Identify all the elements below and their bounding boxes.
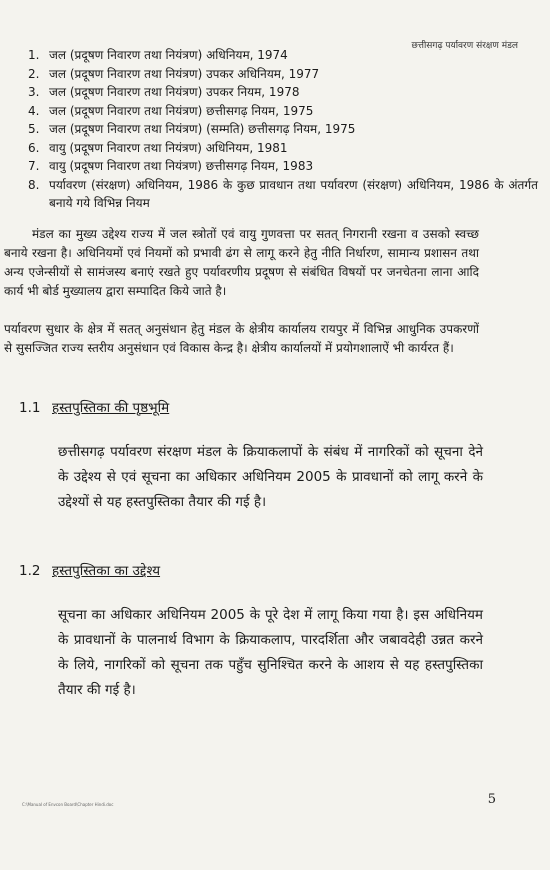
list-item: 4. जल (प्रदूषण निवारण तथा नियंत्रण) छत्तीसगढ़ नियम, 1975 (28, 103, 314, 118)
running-header: छत्तीसगढ़ पर्यावरण संरक्षण मंडल (411, 41, 518, 51)
objective-paragraph: मंडल का मुख्य उद्देश्य राज्य में जल स्त्रोतों एवं वायु गुणवत्ता पर सतत् निगरानी रखना व उसको स्वच्छ बनाये रखना है। अधिनियमों एवं नियमों को प्रभावी ढंग से लागू करने हेतु नीति निर्धारण, सामान्य प्रशासन तथा अन्य एजेन्सीयों से सामंजस्य बनाएं रखते हुए पर्यावरणीय प्रदूषण से संबंधित विषयों पर जनचेतना लाना आदि कार्य भी बोर्ड मुख्यालय द्वारा सम्पादित किये जाते है। (4, 227, 479, 298)
section-number: 1.2 (19, 563, 41, 579)
section-title: हस्तपुस्तिका का उद्देश्य (52, 563, 161, 579)
section-number: 1.1 (19, 400, 41, 416)
list-item: 5. जल (प्रदूषण निवारण तथा नियंत्रण) (सम्मति) छत्तीसगढ़ नियम, 1975 (28, 122, 356, 136)
list-item: 7. वायु (प्रदूषण निवारण तथा नियंत्रण) छत्तीसगढ़ नियम, 1983 (28, 159, 314, 173)
section-title: हस्तपुस्तिका की पृष्ठभूमि (52, 400, 170, 416)
list-item: 8. पर्यावरण (संरक्षण) अधिनियम, 1986 के कुछ प्रावधान तथा पर्यावरण (संरक्षण) अधिनियम, 1986 के अंतर्गत बनाये गये विभिन्न नियम (28, 177, 538, 210)
page-number: 5 (487, 792, 496, 807)
list-item: 6. वायु (प्रदूषण निवारण तथा नियंत्रण) अधिनियम, 1981 (28, 140, 288, 155)
footer-file-path: C:\Manual of Envcon Board\Chapter Hindi.doc (22, 802, 114, 807)
research-paragraph: पर्यावरण सुधार के क्षेत्र में सतत् अनुसंधान हेतु मंडल के क्षेत्रीय कार्यालय रायपुर में विभिन्न आधुनिक उपकरणों से सुसज्जित राज्य स्तरीय अनुसंधान एवं विकास केन्द्र है। क्षेत्रीय कार्यालयों में प्रयोगशालाऐं भी कार्यरत हैं। (4, 322, 479, 355)
section-body-1-2: सूचना का अधिकार अधिनियम 2005 के पूरे देश में लागू किया गया है। इस अधिनियम के प्रावधानों के पालनार्थ विभाग के क्रियाकलाप, पारदर्शिता और जबावदेही उन्नत करने के लिये, नागरिकों को सूचना तक पहुँच सुनिश्चित करने के आशय से यह हस्तपुस्तिका तैयार की गई है। (58, 607, 483, 698)
law-list (28, 46, 538, 213)
section-body-1-1: छत्तीसगढ़ पर्यावरण संरक्षण मंडल के क्रियाकलापों के संबंध में नागरिकों को सूचना देने के उद्देश्य से एवं सूचना का अधिकार अधिनियम 2005 के प्रावधानों को लागू करने के उद्देश्यों से यह हस्तपुस्तिका तैयार की गई है। (58, 444, 483, 510)
list-item: 3. जल (प्रदूषण निवारण तथा नियंत्रण) उपकर नियम, 1978 (28, 85, 300, 99)
list-item: 2. जल (प्रदूषण निवारण तथा नियंत्रण) उपकर अधिनियम, 1977 (28, 66, 320, 81)
list-item: 1. जल (प्रदूषण निवारण तथा नियंत्रण) अधिनियम, 1974 (28, 48, 288, 62)
